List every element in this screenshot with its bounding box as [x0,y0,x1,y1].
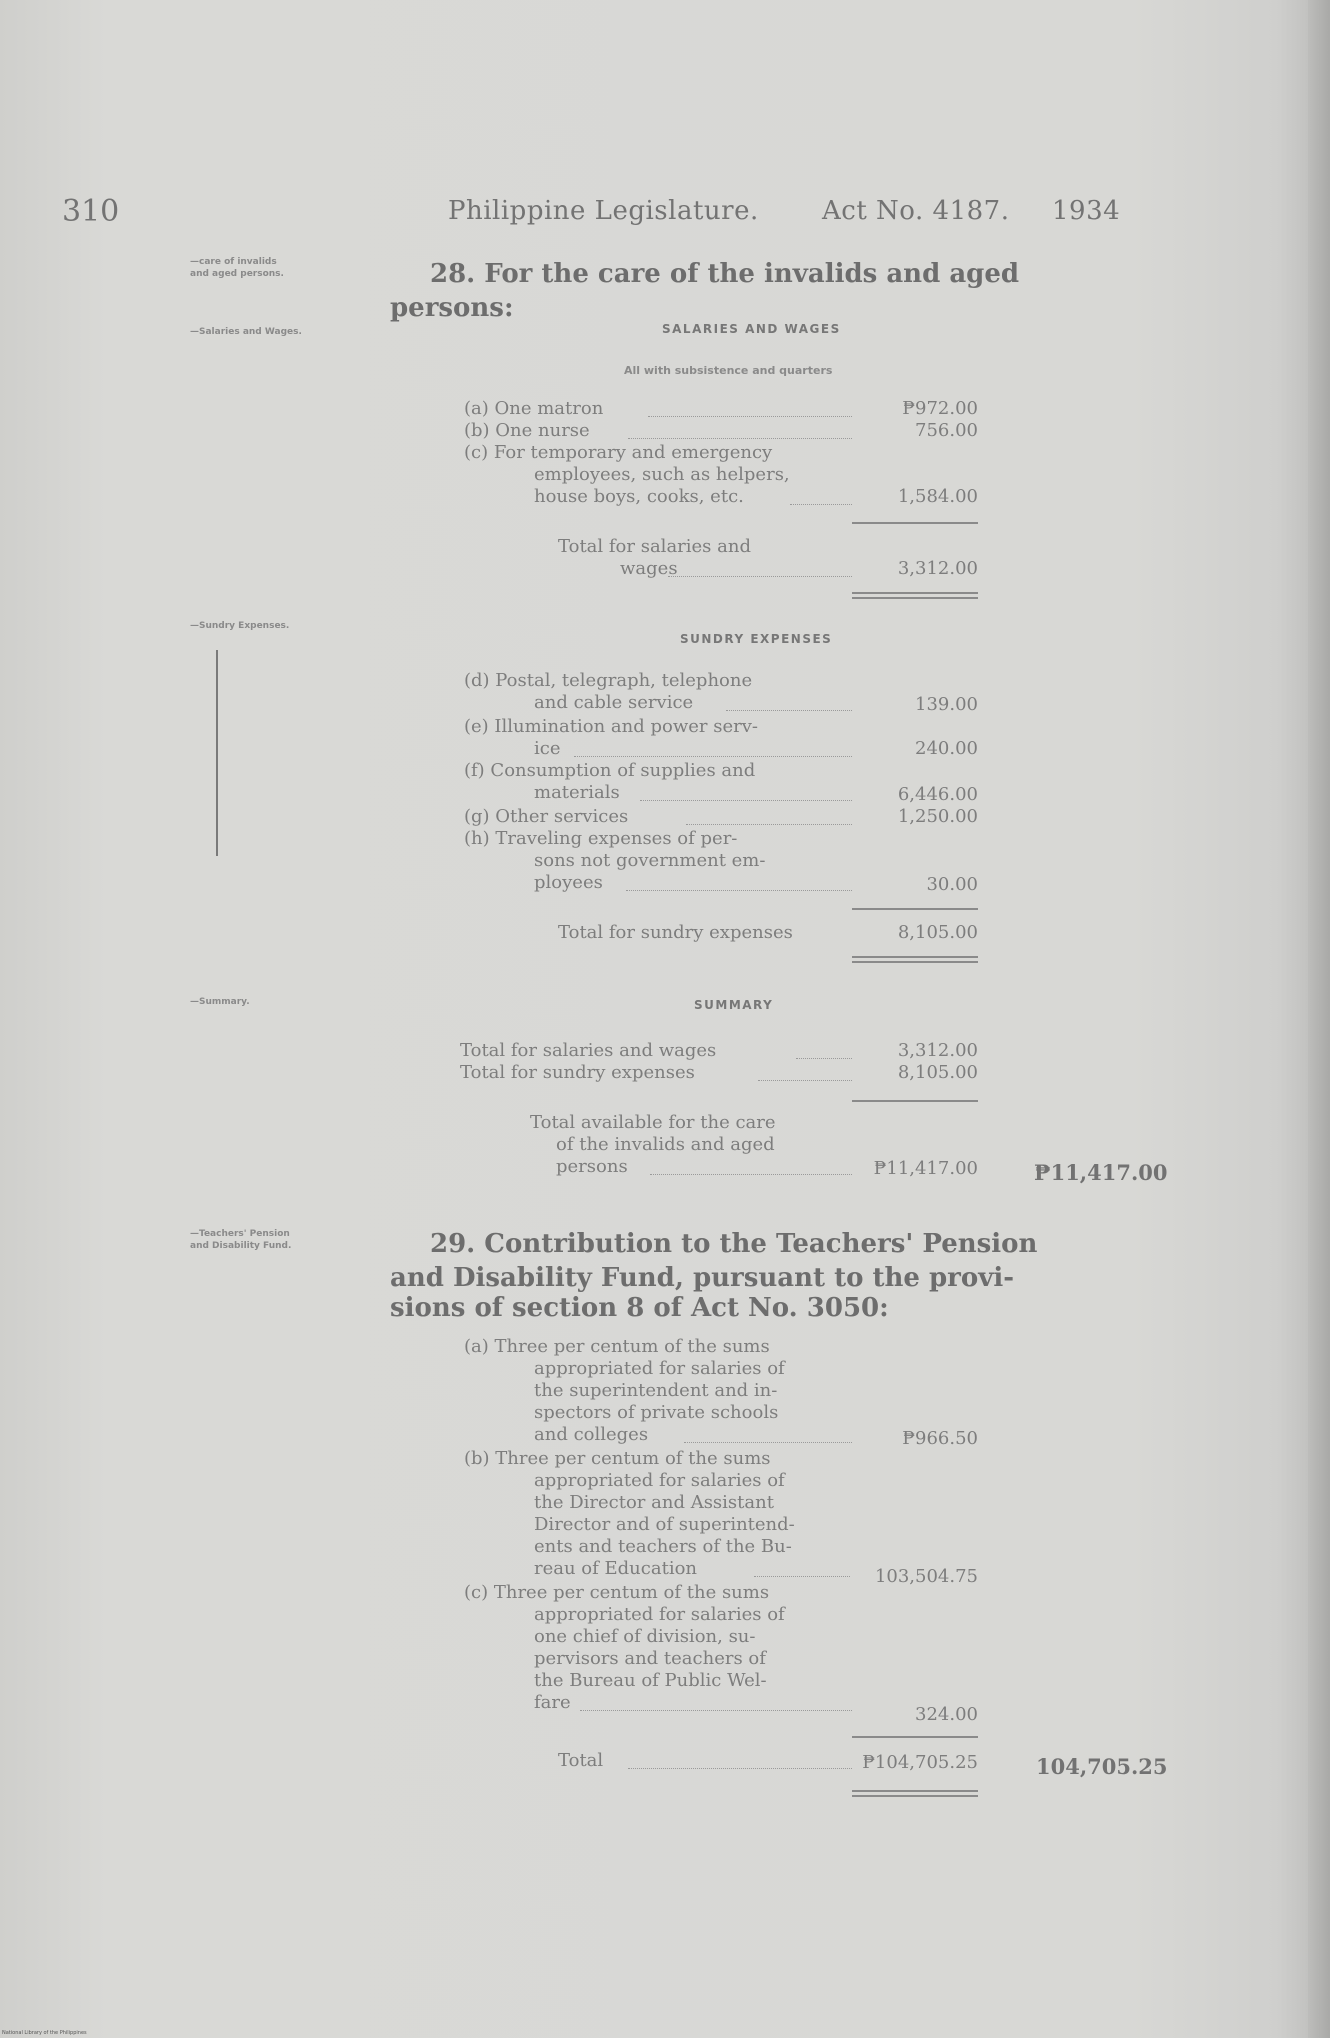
line-item-label: (g) Other services [464,806,629,827]
total-label: Total available for the care [530,1112,776,1133]
subtotal-amount: 8,105.00 [897,922,978,943]
line-item-label: and colleges [534,1424,649,1445]
line-item-amount: 139.00 [915,694,978,715]
line-item-amount: 3,312.00 [897,1040,978,1061]
line-item-label: (d) Postal, telegraph, telephone [464,670,753,691]
total-amount: ₱104,705.25 [862,1752,978,1773]
line-item-label: appropriated for salaries of [534,1604,785,1625]
subtotal-label: Total for sundry expenses [558,922,793,943]
margin-note: —Sundry Expenses. [190,621,290,631]
subtotal-label: Total for salaries and [558,536,751,557]
total-label: of the invalids and aged [556,1134,775,1155]
line-item-amount: 240.00 [915,738,978,759]
section-29-grand-total: 104,705.25 [1036,1754,1168,1779]
line-item-label: fare [534,1692,571,1713]
margin-note: and aged persons. [190,269,284,279]
margin-note: —care of invalids [190,257,277,267]
section-heading: persons: [390,293,514,323]
line-item-label: pervisors and teachers of [534,1648,766,1669]
section-heading: sions of section 8 of Act No. 3050: [390,1293,889,1323]
line-item-label: employees, such as helpers, [534,464,790,485]
margin-note: —Teachers' Pension [190,1229,290,1239]
line-item-amount: 8,105.00 [897,1062,978,1083]
line-item-label: (h) Traveling expenses of per- [464,828,738,849]
line-item-amount: 756.00 [915,420,978,441]
line-item-amount: 1,250.00 [897,806,978,827]
subheading-salaries: SALARIES AND WAGES [662,322,841,336]
subsistence-note: All with subsistence and quarters [624,364,833,377]
line-item-label: (a) Three per centum of the sums [464,1336,770,1357]
footer-credit: National Library of the Philippines [2,2030,87,2036]
subtotal-label: wages [620,558,678,579]
total-label: persons [556,1156,628,1177]
line-item-label: spectors of private schools [534,1402,779,1423]
section-28-grand-total: ₱11,417.00 [1034,1160,1168,1185]
line-item-label: the superintendent and in- [534,1380,778,1401]
line-item-label: (e) Illumination and power serv- [464,716,758,737]
margin-note: —Salaries and Wages. [190,327,302,337]
total-amount: ₱11,417.00 [873,1158,978,1179]
line-item-label: Director and of superintend- [534,1514,795,1535]
section-heading: and Disability Fund, pursuant to the provi- [390,1263,1014,1293]
line-item-label: (b) One nurse [464,420,590,441]
line-item-label: the Director and Assistant [534,1492,774,1513]
subtotal-amount: 3,312.00 [897,558,978,579]
line-item-label: materials [534,782,620,803]
section-heading: 29. Contribution to the Teachers' Pension [430,1229,1038,1259]
line-item-amount: ₱972.00 [902,398,978,419]
line-item-label: Total for salaries and wages [460,1040,717,1061]
page-edge-shadow [1308,0,1330,2038]
subheading-sundry: SUNDRY EXPENSES [680,632,833,646]
year: 1934 [1052,196,1121,226]
section-heading: 28. For the care of the invalids and aged [430,259,1020,289]
line-item-label: one chief of division, su- [534,1626,756,1647]
line-item-label: house boys, cooks, etc. [534,486,744,507]
margin-note: —Summary. [190,997,250,1007]
line-item-label: sons not government em- [534,850,766,871]
line-item-label: (c) Three per centum of the sums [464,1582,770,1603]
line-item-label: reau of Education [534,1558,698,1579]
total-label: Total [558,1750,604,1771]
line-item-label: appropriated for salaries of [534,1358,785,1379]
line-item-label: ents and teachers of the Bu- [534,1536,792,1557]
line-item-label: the Bureau of Public Wel- [534,1670,767,1691]
line-item-label: (f) Consumption of supplies and [464,760,756,781]
line-item-label: appropriated for salaries of [534,1470,785,1491]
line-item-amount: 30.00 [926,874,978,895]
line-item-label: ployees [534,872,603,893]
line-item-label: Total for sundry expenses [460,1062,695,1083]
line-item-amount: 1,584.00 [897,486,978,507]
page-number: 310 [62,194,120,229]
running-title: Philippine Legislature. [448,196,759,226]
line-item-label: (a) One matron [464,398,604,419]
line-item-amount: 6,446.00 [897,784,978,805]
margin-bracket [216,650,218,856]
line-item-label: (b) Three per centum of the sums [464,1448,771,1469]
margin-note: and Disability Fund. [190,1241,292,1251]
subheading-summary: SUMMARY [694,998,774,1012]
line-item-label: and cable service [534,692,694,713]
act-number: Act No. 4187. [822,196,1010,226]
line-item-label: (c) For temporary and emergency [464,442,773,463]
line-item-amount: 324.00 [915,1704,978,1725]
line-item-amount: ₱966.50 [902,1428,978,1449]
line-item-amount: 103,504.75 [874,1566,978,1587]
line-item-label: ice [534,738,561,759]
